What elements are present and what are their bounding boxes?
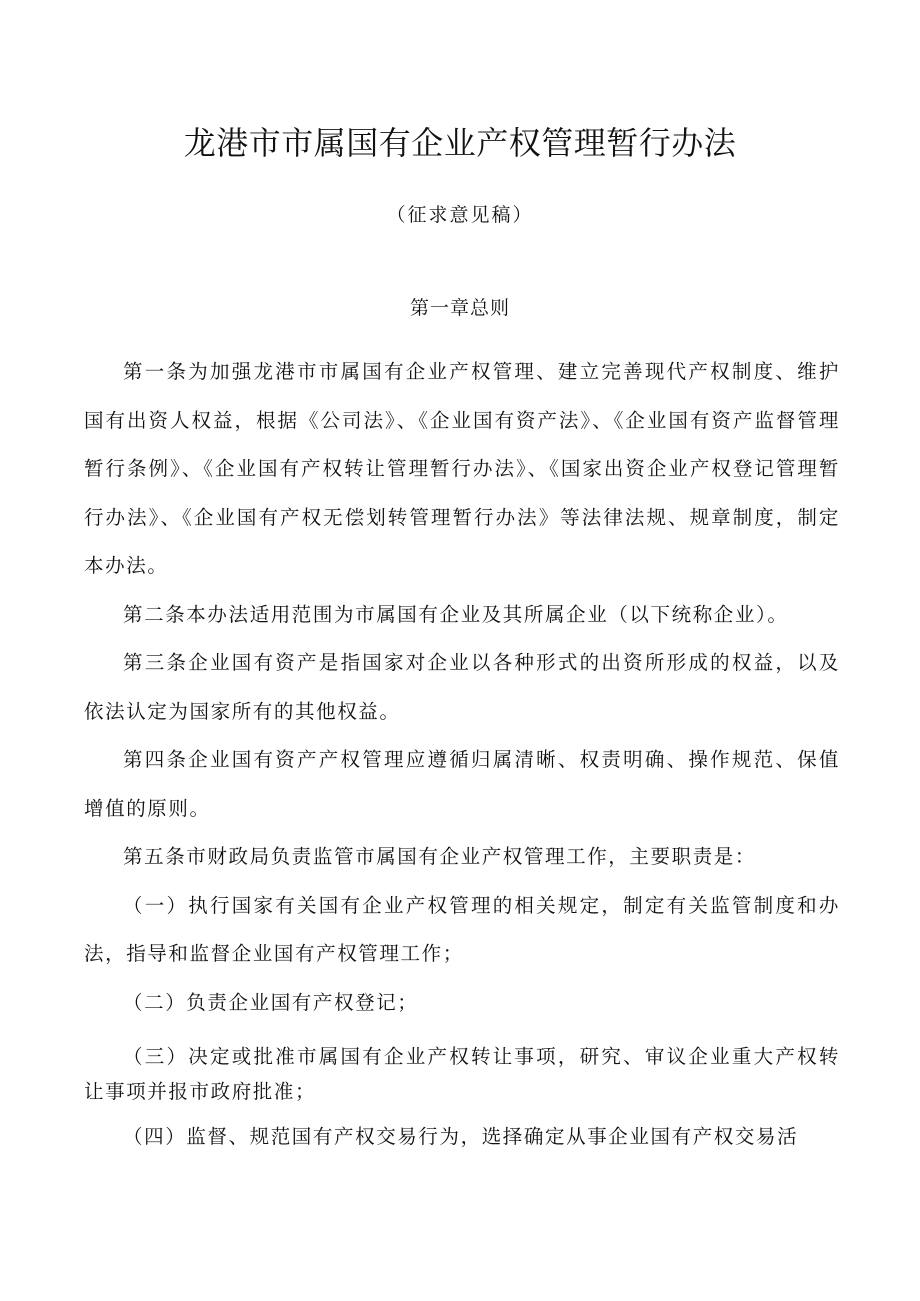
chapter-heading: 第一章总则: [409, 297, 510, 319]
document-title: 龙港市市属国有企业产权管理暂行办法: [183, 124, 737, 162]
article-5-item-3: （三）决定或批准市属国有企业产权转让事项，研究、审议企业重大产权转让事项并报市政府批准；: [84, 1045, 840, 1103]
article-1-paragraph: 第一条为加强龙港市市属国有企业产权管理、建立完善现代产权制度、维护国有出资人权益，根据《公司法》、《企业国有资产法》、《企业国有资产监督管理暂行条例》、《企业国有产权转让管理暂行办法》、《国家出资企业产权登记管理暂行办法》、《企业国有产权无偿划转管理暂行办法》等法律法规、规章制度，制定本办法。: [84, 360, 840, 577]
article-5-paragraph: 第五条市财政局负责监管市属国有企业产权管理工作，主要职责是：: [123, 845, 757, 868]
document-subtitle: （征求意见稿）: [386, 204, 534, 226]
article-3-paragraph: 第三条企业国有资产是指国家对企业以各种形式的出资所形成的权益，以及依法认定为国家所有的其他权益。: [84, 651, 840, 723]
document-body: [84, 348, 840, 1162]
article-4-paragraph: 第四条企业国有资产产权管理应遵循归属清晰、权责明确、操作规范、保值增值的原则。: [84, 748, 840, 820]
article-5-item-4: （四）监督、规范国有产权交易行为，选择确定从事企业国有产权交易活: [123, 1125, 799, 1148]
article-5-item-1: （一）执行国家有关国有企业产权管理的相关规定，制定有关监管制度和办法，指导和监督企业国有产权管理工作；: [84, 893, 840, 965]
article-2-paragraph: 第二条本办法适用范围为市属国有企业及其所属企业（以下统称企业）。: [123, 602, 789, 626]
article-5-item-2: （二）负责企业国有产权登记；: [123, 990, 419, 1014]
